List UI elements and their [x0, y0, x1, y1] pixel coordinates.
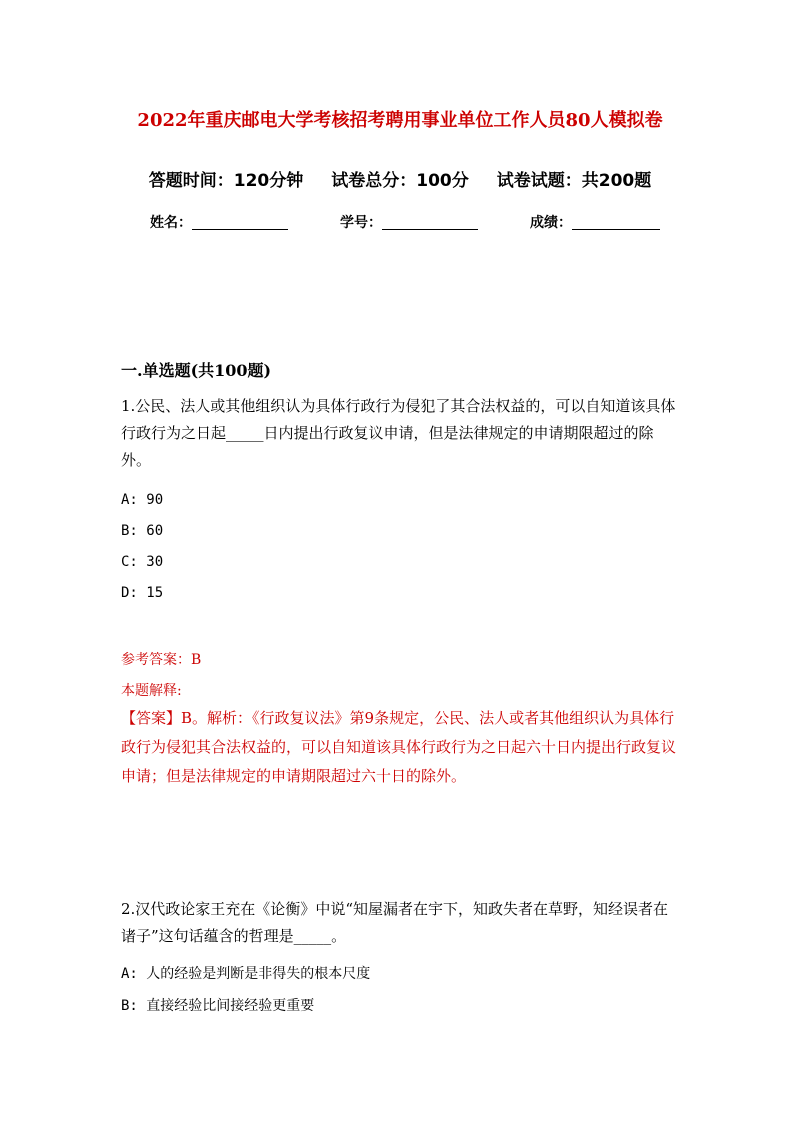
- exam-time: 答题时间：120分钟: [148, 171, 304, 191]
- q1-option-a: A: 90: [121, 492, 164, 508]
- id-blank[interactable]: [382, 215, 478, 230]
- name-label: 姓名：: [150, 215, 192, 231]
- exam-question-count: 试卷试题：共200题: [496, 171, 652, 191]
- q2-option-a: A: 人的经验是判断是非得失的根本尺度: [121, 966, 371, 982]
- exam-total-score: 试卷总分：100分: [331, 171, 469, 191]
- q1-answer: 参考答案：B: [121, 652, 202, 668]
- score-label: 成绩：: [530, 215, 572, 231]
- question-2-text: 2.汉代政论家王充在《论衡》中说“知屋漏者在宇下，知政失者在草野，知经误者在诸子”这句话蕴含的哲理是_____。: [121, 900, 668, 945]
- section-heading: 一.单选题(共100题): [121, 361, 272, 380]
- id-field: [340, 212, 478, 232]
- id-label: 学号：: [340, 215, 382, 231]
- name-blank[interactable]: [192, 215, 288, 230]
- exam-info: [0, 166, 800, 191]
- q1-option-c: C: 30: [121, 554, 164, 570]
- exam-title: 2022年重庆邮电大学考核招考聘用事业单位工作人员80人模拟卷: [137, 110, 663, 131]
- score-blank[interactable]: [572, 215, 660, 230]
- question-1-text: 1.公民、法人或其他组织认为具体行政行为侵犯了其合法权益的，可以自知道该具体行政行为之日起_____日内提出行政复议申请，但是法律规定的申请期限超过的除外。: [121, 397, 676, 469]
- q1-option-b: B: 60: [121, 523, 164, 539]
- score-field: [530, 212, 660, 232]
- q2-option-b: B: 直接经验比间接经验更重要: [121, 998, 315, 1014]
- name-field: [150, 212, 288, 232]
- q1-explain-label: 本题解释:: [121, 683, 182, 699]
- q1-option-d: D: 15: [121, 585, 164, 601]
- q1-explanation: 【答案】B。解析：《行政复议法》第9条规定，公民、法人或者其他组织认为具体行政行为侵犯其合法权益的，可以自知道该具体行政行为之日起六十日内提出行政复议申请；但是法律规定的申请期限超过六十日的除外。: [121, 709, 677, 785]
